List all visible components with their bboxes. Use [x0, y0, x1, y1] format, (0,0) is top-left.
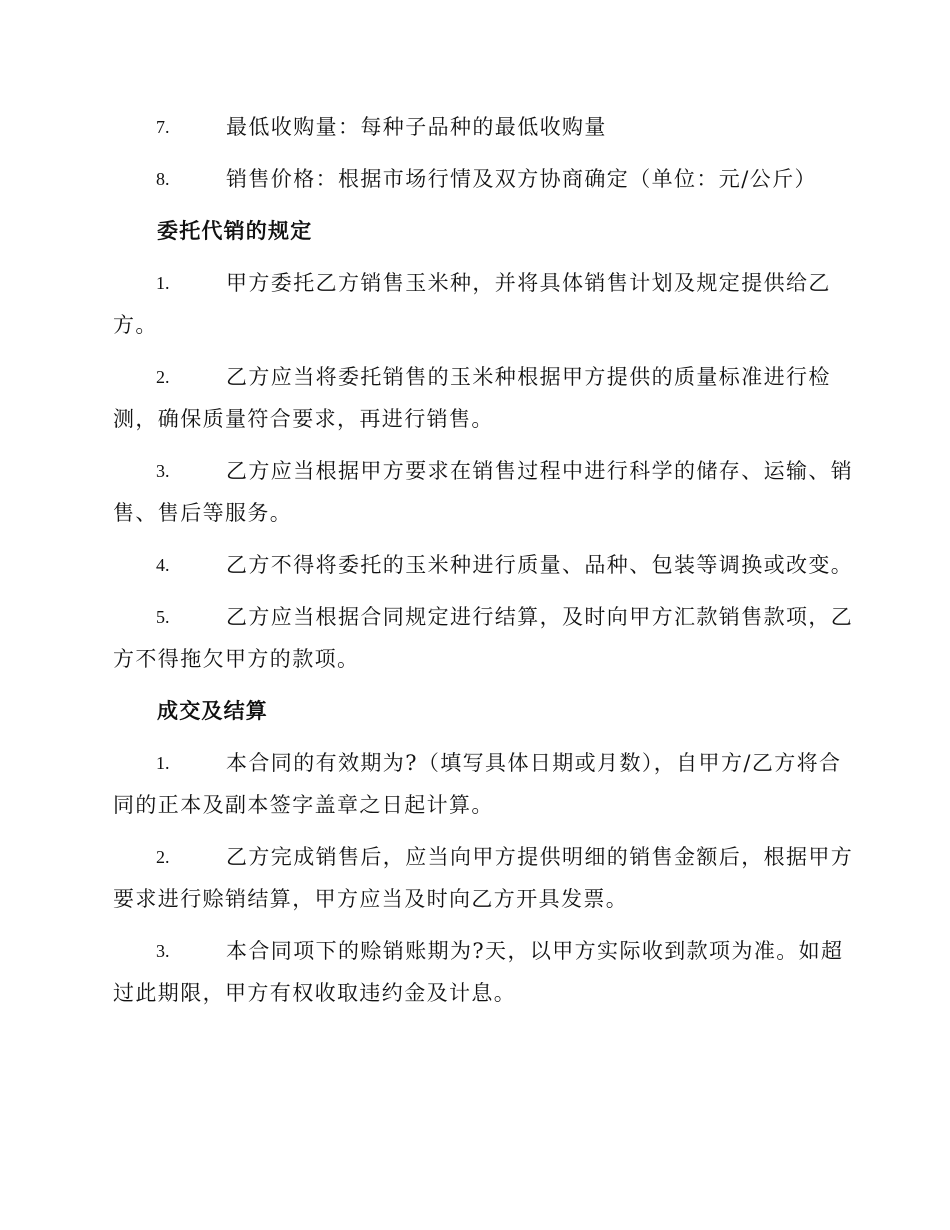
item-number: 2.: [156, 367, 170, 387]
item-text: 销售价格：根据市场行情及双方协商确定（单位：元/公斤）: [226, 167, 817, 191]
item-number: 2.: [156, 847, 170, 867]
item-number: 1.: [156, 753, 170, 773]
item-number: 4.: [156, 555, 170, 575]
item-text: 乙方不得将委托的玉米种进行质量、品种、包装等调换或改变。: [226, 553, 854, 577]
item-text-continued: 方。: [113, 313, 158, 337]
item-number: 8.: [156, 169, 170, 189]
item-text-continued: 同的正本及副本签字盖章之日起计算。: [113, 793, 494, 817]
item-text: 本合同的有效期为?（填写具体日期或月数），自甲方/乙方将合: [226, 751, 842, 775]
item-text-continued: 方不得拖欠甲方的款项。: [113, 647, 360, 671]
item-number: 3.: [156, 941, 170, 961]
item-number: 7.: [156, 117, 170, 137]
item-number: 3.: [156, 461, 170, 481]
item-text-continued: 要求进行赊销结算，甲方应当及时向乙方开具发票。: [113, 887, 629, 911]
item-text: 乙方完成销售后，应当向甲方提供明细的销售金额后，根据甲方: [226, 845, 854, 869]
section-heading: 委托代销的规定: [157, 218, 313, 243]
item-text: 甲方委托乙方销售玉米种，并将具体销售计划及规定提供给乙: [226, 271, 831, 295]
item-text-continued: 售、售后等服务。: [113, 501, 293, 525]
item-text-continued: 测，确保质量符合要求，再进行销售。: [113, 407, 494, 431]
section-heading: 成交及结算: [157, 698, 268, 723]
item-text: 本合同项下的赊销账期为?天，以甲方实际收到款项为准。如超: [226, 939, 844, 963]
item-text: 最低收购量：每种子品种的最低收购量: [226, 115, 607, 139]
item-text: 乙方应当根据合同规定进行结算，及时向甲方汇款销售款项，乙: [226, 605, 854, 629]
item-number: 5.: [156, 607, 170, 627]
item-text: 乙方应当将委托销售的玉米种根据甲方提供的质量标准进行检: [226, 365, 831, 389]
item-text: 乙方应当根据甲方要求在销售过程中进行科学的储存、运输、销: [226, 459, 854, 483]
item-text-continued: 过此期限，甲方有权收取违约金及计息。: [113, 981, 517, 1005]
item-number: 1.: [156, 273, 170, 293]
